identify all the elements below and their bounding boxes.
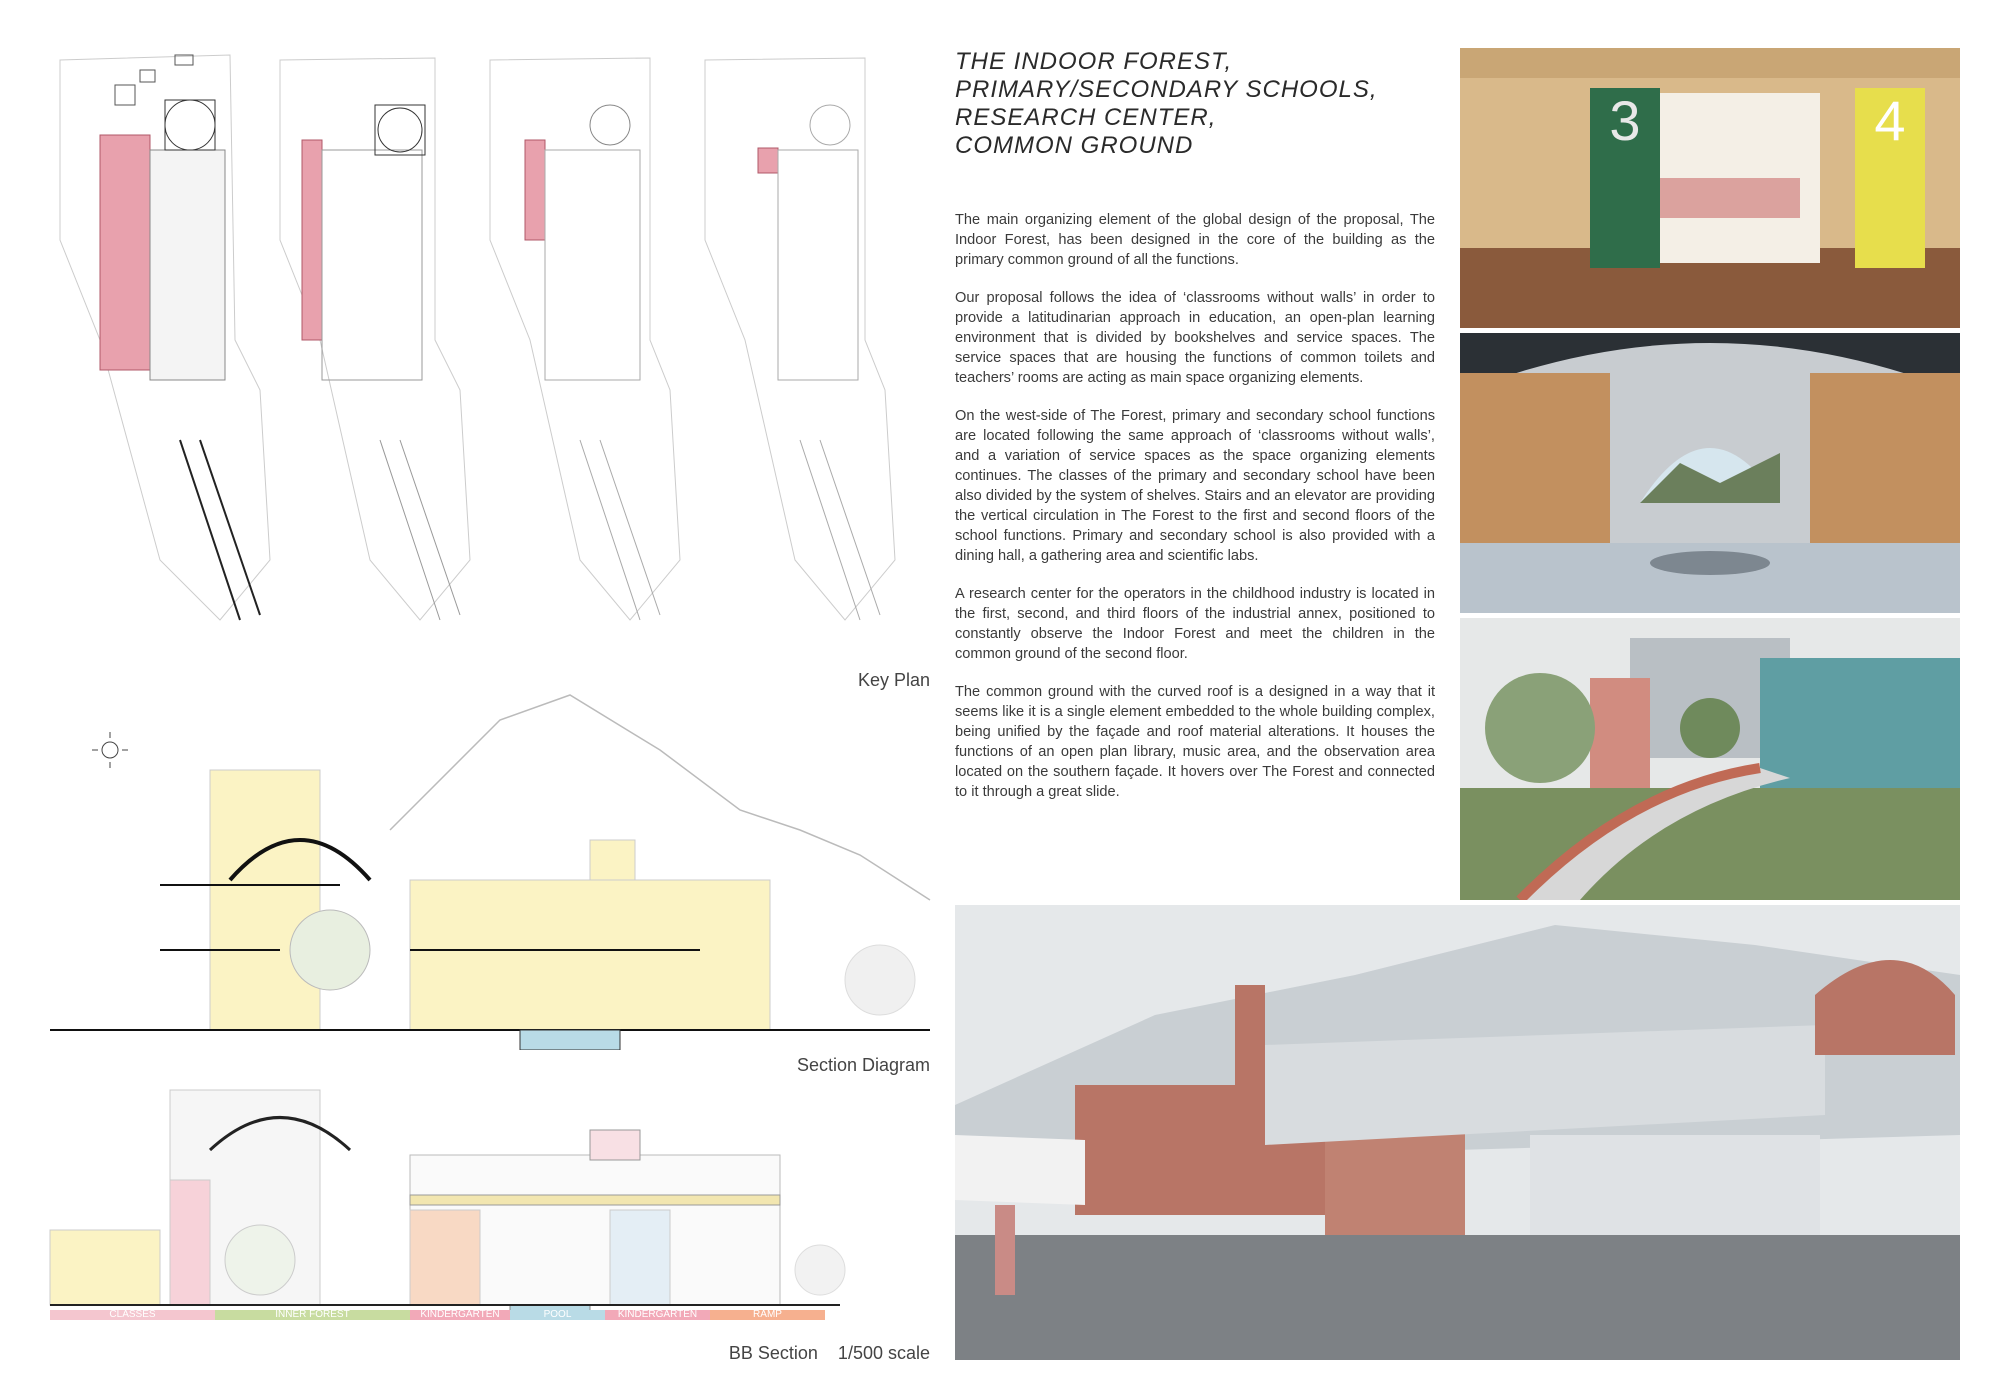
section-pool: [520, 1030, 620, 1050]
key-plan-drawings: [40, 40, 920, 630]
bb-section: [40, 1060, 940, 1330]
title-line: RESEARCH CENTER,: [955, 104, 1217, 131]
section-diagram: [40, 680, 940, 1050]
paragraph: Our proposal follows the idea of ‘classrooms without walls’ in order to provide a latitudinarian approach in education, an open-plan learning environment that is divided by bookshelves and service spaces. The service spaces that are housing the functions of common toilets and teachers’ rooms are acting as main space organizing elements.: [955, 290, 1435, 386]
section-annex-volume: [410, 880, 770, 1030]
render-courtyard-forest: [1460, 618, 1960, 900]
key-plan-level-2: [490, 58, 680, 620]
bb-section-caption: BB Section 1/500 scale: [728, 1343, 930, 1363]
paragraph: The main organizing element of the global design of the proposal, The Indoor Forest, has been designed in the core of the building as the primary common ground of all the functions.: [955, 212, 1435, 268]
description-text: [955, 210, 1435, 820]
paragraph: A research center for the operators in the childhood industry is located in the first, second, and third floors of the industrial annex, positioned to constantly observe the Indoor Forest and meet the children in the common ground of the second floor.: [955, 586, 1435, 662]
paragraph: On the west-side of The Forest, primary and secondary school functions are located following the same approach of ‘classrooms without walls’, and a variation of service spaces as the space organizing elements continues. The classes of the primary and secondary school have been also divided by the system of shelves. Stairs and an elevator are providing the vertical circulation in The Forest to the first and second floors of the school functions. Primary and secondary school is also provided with a dining hall, a gathering area and scientific labs.: [955, 408, 1435, 564]
page-title: [955, 48, 1415, 160]
legend-bar-pool: POOL: [510, 1310, 605, 1320]
key-plan-level-3: [705, 58, 895, 620]
legend-bar-classes: CLASSES: [50, 1310, 215, 1320]
render-indoor-hall: [1460, 333, 1960, 613]
bb-section-svg: [40, 1060, 940, 1330]
legend-bar-kindergarten-2: KINDERGARTEN: [605, 1310, 710, 1320]
title-line: COMMON GROUND: [955, 132, 1194, 159]
door-number-3: 3: [1609, 89, 1641, 152]
key-plan-caption: Key Plan: [857, 670, 930, 690]
section-diagram-caption: Section Diagram: [796, 1055, 930, 1075]
section-tower-volume: [210, 770, 320, 1030]
paragraph: The common ground with the curved roof is a designed in a way that it seems like it is a single element embedded to the whole building complex, being unified by the façade and roof material alterations. It houses the functions of an open plan library, music area, and the observation area located on the southern façade. It hovers over The Forest and connected to it through a great slide.: [955, 684, 1435, 800]
mountain-outline: [390, 695, 930, 900]
render-exterior-building: [955, 905, 1960, 1360]
sun-icon: [92, 732, 128, 768]
legend-bar-inner-forest: INNER FOREST: [215, 1310, 410, 1320]
door-number-4: 4: [1874, 89, 1906, 152]
legend-bar-ramp: RAMP: [710, 1310, 825, 1320]
key-plan-level-1: [280, 58, 470, 620]
section-diagram-svg: [40, 680, 940, 1050]
title-line: PRIMARY/SECONDARY SCHOOLS,: [955, 76, 1378, 103]
title-line: THE INDOOR FOREST,: [955, 48, 1233, 75]
key-plan-svg: [40, 40, 920, 630]
child-figure: [995, 1205, 1015, 1295]
key-plan-level-0: [60, 55, 270, 620]
render-classroom-doors: [1460, 48, 1960, 328]
legend-bar-kindergarten-1: KINDERGARTEN: [410, 1310, 510, 1320]
